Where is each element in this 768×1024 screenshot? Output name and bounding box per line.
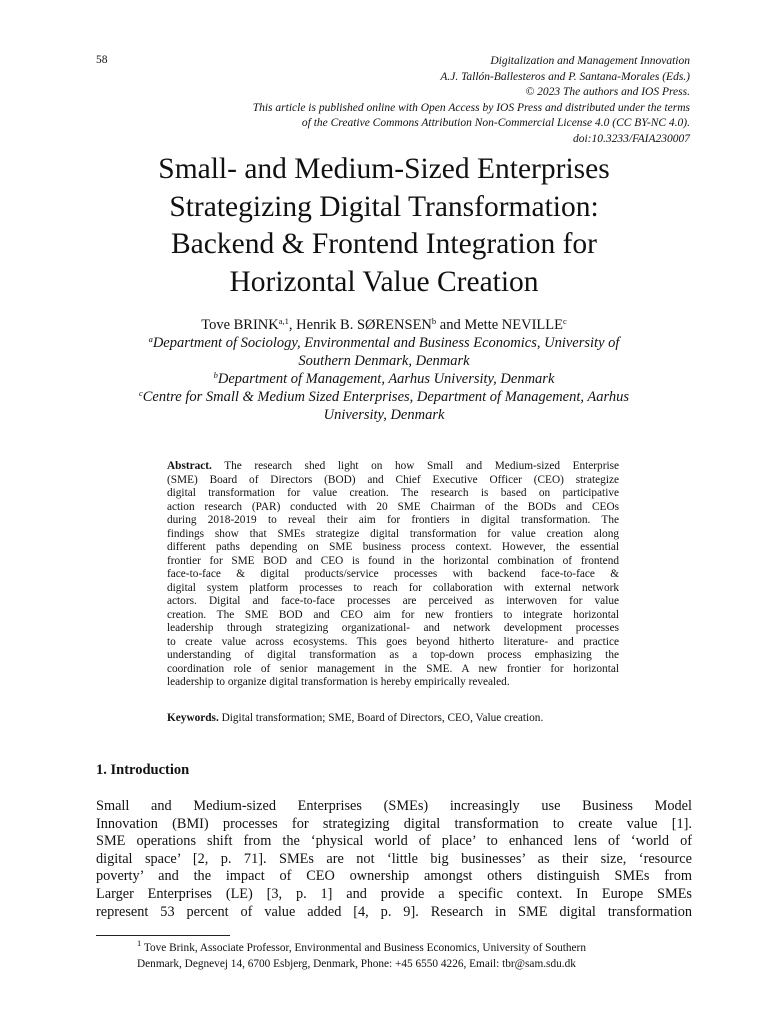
- body-line: represent 53 percent of value added [4, p. 9]. Research in SME digital transformation: [96, 903, 692, 920]
- body-line: poverty’ and the impact of CEO ownership amongst others distinguish SMEs from: [96, 868, 692, 885]
- body-line: SME operations shift from the ‘physical world of place’ to enhanced lens of ‘world of: [96, 833, 692, 850]
- page-number: 58: [96, 54, 108, 66]
- keywords: [167, 711, 637, 725]
- author-name: Tove BRINK: [201, 317, 279, 333]
- publication-info: [90, 54, 690, 147]
- abstract-line: (SME) Board of Directors (BOD) and Chief Executive Officer (CEO) strategize: [167, 473, 619, 486]
- title-line: Strategizing Digital Transformation:: [169, 190, 599, 223]
- author-superscript: a,1: [278, 316, 289, 326]
- abstract-line: different paths depending on SME business process context. However, the essential: [167, 541, 619, 553]
- title-line: Backend & Frontend Integration for: [171, 228, 597, 260]
- author-name: Mette NEVILLE: [464, 317, 563, 333]
- paper-title: [84, 151, 684, 301]
- affiliation-marker: a: [148, 334, 153, 344]
- author-list: [84, 316, 684, 334]
- abstract-line: digital transformation for value creation. The research is based on participative: [167, 487, 619, 499]
- abstract-line: actors. Digital and face-to-face processes are perceived as interwoven for value: [167, 595, 619, 607]
- keywords-text: Digital transformation; SME, Board of Directors, CEO, Value creation.: [218, 712, 544, 724]
- body-line: digital space’ [2, p. 71]. SMEs are not ‘little big businesses’ as their size, ‘resource: [96, 850, 692, 867]
- abstract-line: leadership through strategizing organizational- and network development processes: [167, 622, 619, 634]
- abstract-line: Abstract. The research shed light on how Small and Medium-sized Enterprise: [167, 460, 619, 472]
- author-separator: ,: [288, 317, 297, 333]
- body-line: Innovation (BMI) processes for strategizing digital transformation to create value [1].: [96, 815, 692, 832]
- title-line: Small- and Medium-Sized Enterprises: [158, 153, 610, 185]
- abstract-line: leadership to organize digital transformation is hereby empirically revealed.: [167, 676, 510, 688]
- footnote-rule: [96, 935, 230, 936]
- footnote: [96, 938, 692, 972]
- abstract-label: Abstract.: [167, 460, 212, 472]
- footnote-line: $^1$ Tove Brink, Associate Professor, Environmental and Business Economics, University of Southern: [137, 938, 586, 954]
- abstract-line: to create value across ecosystems. This goes beyond hitherto literature- and practice: [167, 635, 619, 648]
- abstract-line: understanding of digital transformation as a top-down process emphasizing the: [167, 649, 619, 661]
- doi: doi:10.3233/FAIA230007: [572, 132, 690, 145]
- author-superscript: c: [563, 316, 567, 326]
- affiliation-marker: c: [138, 388, 143, 398]
- editors: A.J. Tallón-Ballesteros and P. Santana-Morales (Eds.): [440, 70, 690, 83]
- abstract-line: digital system platform processes to reach for collaboration with external network: [167, 581, 619, 594]
- author-separator: and: [436, 317, 465, 333]
- book-title: Digitalization and Management Innovation: [490, 55, 690, 67]
- abstract-line: face-to-face & digital products/service processes with backend face-to-face &: [167, 568, 619, 580]
- affiliation-line: $^c$Centre for Small & Medium Sized Enterprises, Department of Management, Aarhus: [138, 388, 630, 405]
- body-line: Larger Enterprises (LE) [3, p. 1] and provide a specific context. In Europe SMEs: [96, 885, 692, 902]
- author-name: Henrik B. SØRENSEN: [296, 317, 432, 333]
- author-superscript: b: [431, 316, 437, 326]
- abstract-line: frontier for SME BOD and CEO is found in the horizontal combination of frontend: [167, 554, 619, 567]
- affiliation-line: University, Denmark: [323, 407, 445, 423]
- body-line: Small and Medium-sized Enterprises (SMEs) increasingly use Business Model: [96, 798, 692, 814]
- license-line: This article is published online with Open Access by IOS Press and distributed under the terms: [252, 101, 690, 114]
- introduction-body: [96, 798, 692, 921]
- abstract-line: action research (PAR) conducted with 20 SME Chairman of the BODs and CEOs: [167, 500, 619, 513]
- abstract-line: creation. The SME BOD and CEO aim for new frontiers to integrate horizontal: [167, 608, 619, 621]
- copyright: © 2023 The authors and IOS Press.: [525, 86, 690, 98]
- abstract: [167, 460, 619, 690]
- affiliation-line: $^a$Department of Sociology, Environmental and Business Economics, University of: [148, 334, 620, 351]
- footnote-marker: 1: [137, 938, 142, 948]
- affiliation-marker: b: [213, 370, 218, 380]
- abstract-line: coordination role of senior management in the SME. A new frontier for horizontal: [167, 662, 619, 675]
- affiliation-line: Southern Denmark, Denmark: [298, 353, 470, 369]
- abstract-line: during 2018-2019 to reveal their aim for frontiers in digital transformation. The: [167, 514, 619, 526]
- title-line: Horizontal Value Creation: [229, 265, 539, 298]
- affiliations: [84, 334, 684, 424]
- footnote-line: Denmark, Degnevej 14, 6700 Esbjerg, Denmark, Phone: +45 6550 4226, Email: tbr@sam.sdu.dk: [137, 957, 576, 970]
- keywords-label: Keywords.: [167, 712, 219, 724]
- section-heading: 1. Introduction: [96, 762, 190, 778]
- abstract-line: findings show that SMEs strategize digital transformation for value creation along: [167, 527, 619, 540]
- license-line: of the Creative Commons Attribution Non-Commercial License 4.0 (CC BY-NC 4.0).: [301, 117, 690, 129]
- affiliation-line: $^b$Department of Management, Aarhus University, Denmark: [213, 370, 555, 387]
